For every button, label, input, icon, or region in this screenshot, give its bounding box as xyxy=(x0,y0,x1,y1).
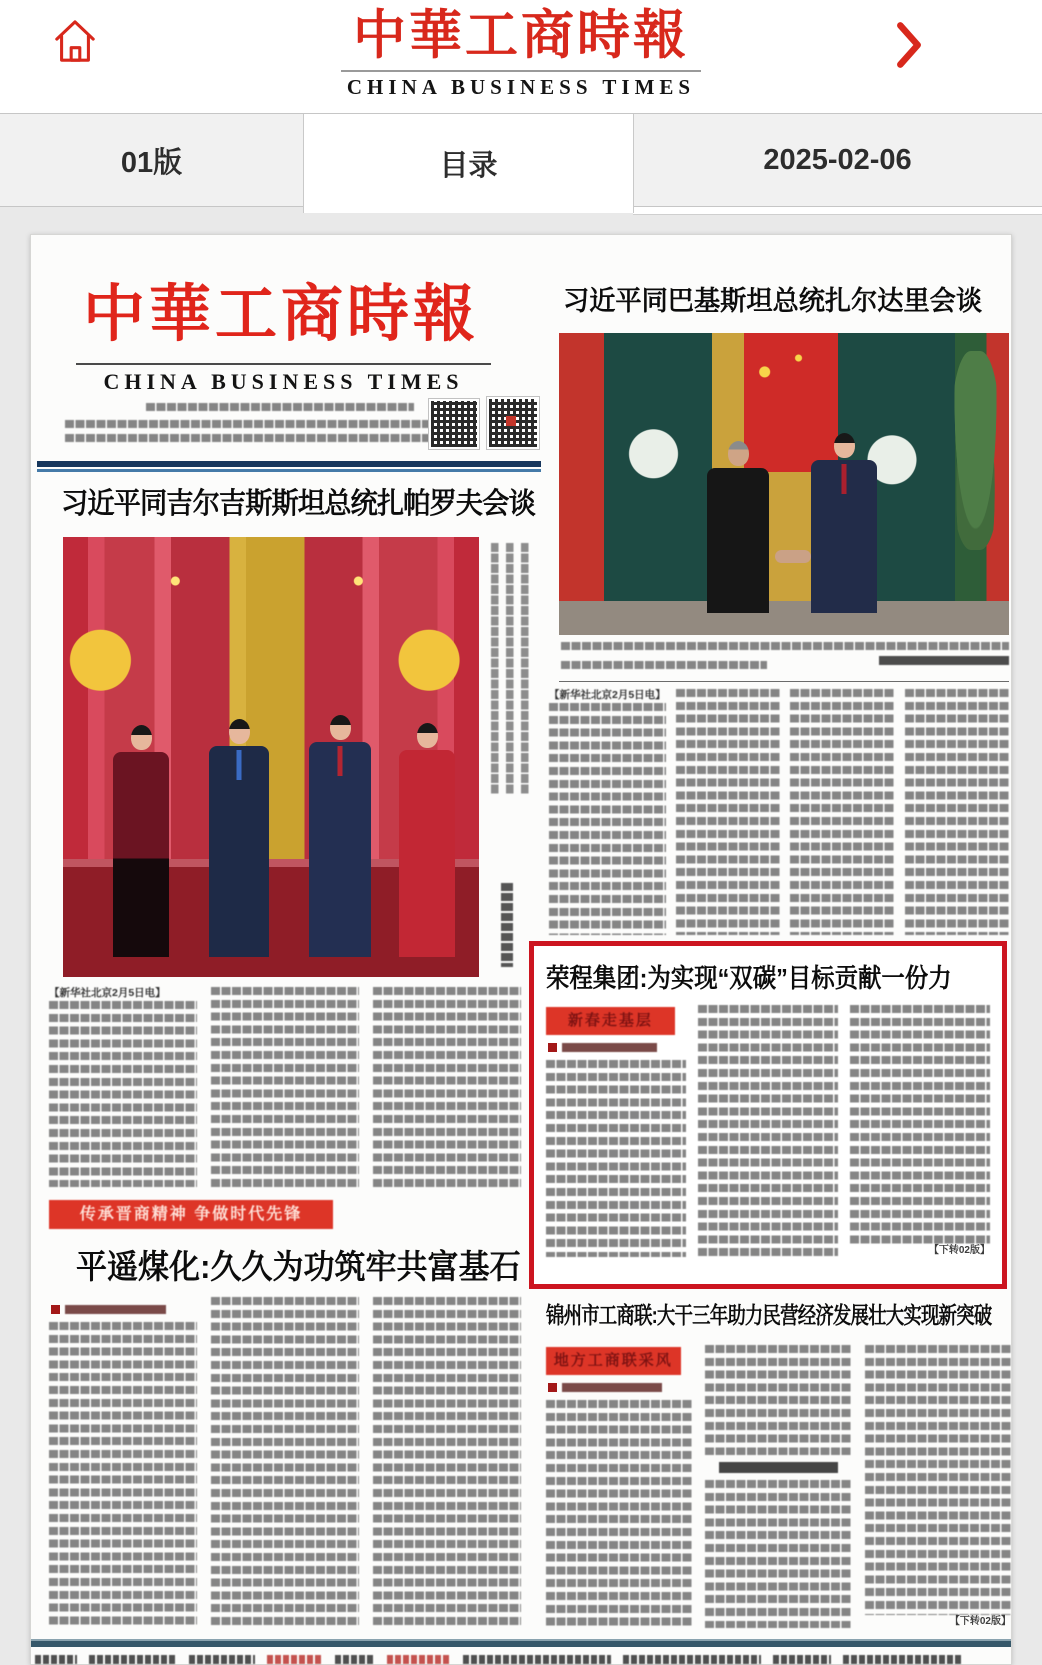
title-divider xyxy=(341,70,701,72)
person-figure xyxy=(113,725,169,957)
photo-caption-vertical xyxy=(487,537,533,977)
masthead-double-rule xyxy=(37,461,541,473)
highlighted-article-rongcheng[interactable] xyxy=(529,941,1007,1289)
text-column xyxy=(373,1297,521,1628)
masthead-contact-info xyxy=(65,434,443,442)
qr-code xyxy=(429,399,479,449)
plant xyxy=(951,351,1001,550)
masthead-rule xyxy=(76,363,491,365)
caption-rule xyxy=(559,681,1009,682)
byline xyxy=(548,1040,684,1054)
article-body-jinzhou xyxy=(546,1345,1011,1628)
article-body-kyrgyzstan xyxy=(49,987,521,1187)
tab-toc-label: 目录 xyxy=(439,150,498,182)
headline-jinzhou: 锦州市工商联:大干三年助力民营经济发展壮大实现新突破 xyxy=(546,1302,992,1328)
chevron-right-icon xyxy=(894,57,924,74)
tab-bar xyxy=(0,113,1042,207)
byline-marker-icon xyxy=(51,1305,60,1314)
text-column xyxy=(790,689,894,935)
person-figure xyxy=(399,723,455,957)
byline xyxy=(51,1302,195,1316)
person-figure xyxy=(707,441,769,613)
article-body-rongcheng xyxy=(546,1005,990,1257)
masthead-motto xyxy=(146,403,414,412)
photo-caption xyxy=(561,642,1009,674)
headline-pingyao: 平遥煤化:久久为功筑牢共富基石 xyxy=(76,1248,521,1285)
photo-kyrgyzstan-meeting xyxy=(63,537,479,977)
text-column xyxy=(546,1400,692,1628)
text-column xyxy=(549,703,666,935)
floor xyxy=(559,601,1009,635)
byline-marker-icon xyxy=(548,1043,557,1052)
qr-code xyxy=(487,397,539,449)
handshake xyxy=(775,550,811,563)
app-header xyxy=(0,0,1042,113)
page-background xyxy=(0,207,1042,1665)
text-column xyxy=(211,1297,359,1628)
person-figure xyxy=(209,719,269,957)
byline xyxy=(548,1380,690,1394)
column-banner-jinshang: 传承晋商精神 争做时代先锋 xyxy=(49,1200,333,1229)
column-badge-difang: 地方工商联采风 xyxy=(546,1347,681,1375)
page-bottom-rule xyxy=(31,1639,1011,1647)
text-column xyxy=(905,689,1009,935)
continued-note: 【下转02版】 xyxy=(949,1616,1011,1627)
byline-marker-icon xyxy=(548,1383,557,1392)
headline-kyrgyzstan: 习近平同吉尔吉斯斯坦总统扎帕罗夫会谈 xyxy=(61,488,535,520)
text-column xyxy=(373,987,521,1187)
column-badge-xinchun: 新春走基层 xyxy=(546,1007,675,1035)
app-title: 中華工商時報 xyxy=(353,6,689,65)
tab-edition-label: 01版 xyxy=(120,146,183,179)
continued-note: 【下转02版】 xyxy=(928,1245,990,1256)
text-column xyxy=(698,1005,838,1257)
tab-edition[interactable] xyxy=(0,114,303,206)
tab-date[interactable] xyxy=(633,114,1042,206)
person-figure xyxy=(309,715,371,957)
masthead-publication-info xyxy=(65,420,443,428)
tab-shadow xyxy=(633,207,1042,215)
text-column xyxy=(676,689,780,935)
app-subtitle: CHINA BUSINESS TIMES xyxy=(346,75,696,99)
text-column xyxy=(211,987,359,1187)
newspaper-page[interactable] xyxy=(30,234,1012,1665)
text-column xyxy=(705,1480,851,1628)
text-column xyxy=(49,1322,197,1628)
masthead-english: CHINA BUSINESS TIMES xyxy=(103,369,464,394)
text-column xyxy=(850,1005,990,1244)
tab-table-of-contents[interactable] xyxy=(303,114,634,213)
subheading xyxy=(719,1462,839,1473)
headline-pakistan: 习近平同巴基斯坦总统扎尔达里会谈 xyxy=(563,286,983,316)
article-body-pakistan xyxy=(549,689,1009,935)
photo-credit xyxy=(879,656,1009,665)
article-body-pingyao xyxy=(49,1297,521,1628)
dateline: 【新华社北京2月5日电】 xyxy=(49,987,166,999)
tab-date-label: 2025-02-06 xyxy=(763,143,912,176)
text-column xyxy=(865,1345,1011,1615)
text-column xyxy=(705,1345,851,1455)
text-column xyxy=(49,1001,197,1187)
headline-rongcheng: 荣程集团:为实现“双碳”目标贡献一份力 xyxy=(546,963,952,993)
photo-pakistan-meeting xyxy=(559,333,1009,635)
next-page-button[interactable] xyxy=(894,20,924,70)
masthead-title: 中華工商時報 xyxy=(82,280,479,349)
text-column xyxy=(546,1060,686,1257)
person-figure xyxy=(811,433,877,613)
dateline: 【新华社北京2月5日电】 xyxy=(549,689,666,701)
photo-credit xyxy=(501,883,513,967)
